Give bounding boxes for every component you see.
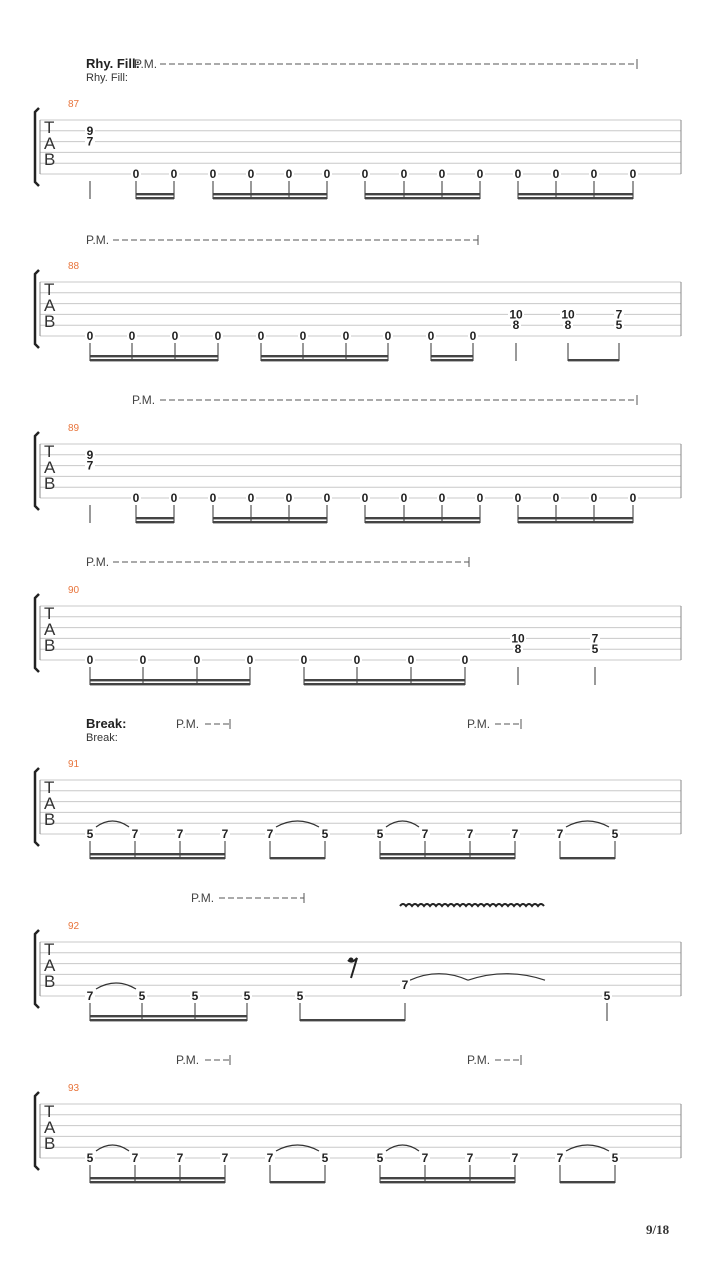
system-bracket — [35, 930, 39, 1008]
fret-number: 0 — [170, 491, 178, 505]
fret-number: 0 — [590, 491, 598, 505]
fret-number: 7 — [86, 458, 94, 473]
fret-number: 0 — [132, 491, 140, 505]
fret-number: 7 — [511, 827, 519, 841]
fret-number: 7 — [266, 1151, 274, 1165]
fret-number: 5 — [603, 989, 611, 1003]
fret-number: 0 — [552, 491, 560, 505]
slur — [566, 1145, 609, 1151]
slur — [276, 821, 319, 827]
fret-number: 0 — [209, 167, 217, 181]
fret-number: 5 — [243, 989, 251, 1003]
beam — [90, 1015, 247, 1017]
fret-number: 0 — [461, 653, 469, 667]
beam — [304, 679, 465, 681]
beam — [213, 517, 327, 519]
fret-number: 0 — [469, 329, 477, 343]
beam — [136, 521, 174, 523]
fret-number: 7 — [221, 827, 229, 841]
fret-number: 5 — [591, 642, 599, 657]
tab-clef-letter: B — [44, 1134, 56, 1153]
bar-number: 91 — [68, 759, 80, 770]
palm-mute-label: P.M. — [176, 717, 200, 731]
fret-number: 0 — [476, 167, 484, 181]
fret-number: 8 — [514, 642, 522, 657]
fret-number: 7 — [421, 827, 429, 841]
beam — [431, 355, 473, 357]
fret-number: 0 — [476, 491, 484, 505]
tab-clef-letter: T — [44, 280, 55, 299]
beam — [90, 1177, 225, 1179]
fret-number: 0 — [247, 491, 255, 505]
fret-number: 5 — [296, 989, 304, 1003]
beam — [365, 193, 480, 195]
palm-mute-label: P.M. — [132, 393, 156, 407]
tab-clef-letter: B — [44, 972, 56, 991]
fret-number: 7 — [556, 827, 564, 841]
fret-number: 5 — [615, 318, 623, 333]
tab-clef-letter: T — [44, 940, 55, 959]
fret-number: 0 — [342, 329, 350, 343]
fret-number: 0 — [438, 491, 446, 505]
beam — [136, 517, 174, 519]
beam — [213, 193, 327, 195]
fret-number: 7 — [615, 307, 623, 322]
fret-number: 7 — [266, 827, 274, 841]
section-subtitle: Rhy. Fill: — [86, 72, 128, 84]
tab-clef-letter: A — [44, 134, 56, 153]
tab-clef-letter: A — [44, 620, 56, 639]
slur — [96, 983, 136, 989]
fret-number: 0 — [323, 491, 331, 505]
palm-mute-label: P.M. — [134, 57, 158, 71]
beam — [90, 355, 218, 357]
system-bracket — [35, 108, 39, 186]
tab-clef-letter: T — [44, 442, 55, 461]
fret-number: 7 — [86, 134, 94, 149]
bar-number: 93 — [68, 1083, 80, 1094]
fret-number: 0 — [247, 167, 255, 181]
tab-clef-letter: A — [44, 458, 56, 477]
slur — [566, 821, 609, 827]
beam — [304, 683, 465, 685]
fret-number: 7 — [131, 827, 139, 841]
beam — [90, 683, 250, 685]
beam — [518, 197, 633, 199]
palm-mute-label: P.M. — [86, 233, 110, 247]
fret-number: 0 — [514, 491, 522, 505]
fret-number: 0 — [128, 329, 136, 343]
bar-number: 88 — [68, 261, 80, 272]
fret-number: 0 — [285, 167, 293, 181]
slur — [96, 1145, 129, 1151]
tab-clef-letter: T — [44, 1102, 55, 1121]
fret-number: 5 — [138, 989, 146, 1003]
fret-number: 5 — [611, 827, 619, 841]
slur — [386, 1145, 419, 1151]
fret-number: 0 — [361, 167, 369, 181]
section-title: Rhy. Fill: — [86, 56, 140, 71]
bar-number: 87 — [68, 99, 80, 110]
fret-number: 7 — [401, 978, 409, 993]
section-subtitle: Break: — [86, 732, 118, 744]
fret-number: 0 — [590, 167, 598, 181]
beam — [365, 517, 480, 519]
beam — [90, 857, 225, 859]
beam — [380, 857, 515, 859]
fret-number: 7 — [131, 1151, 139, 1165]
beam — [261, 359, 388, 361]
tab-clef-letter: T — [44, 778, 55, 797]
fret-number: 5 — [86, 827, 94, 841]
fret-number: 7 — [466, 827, 474, 841]
fret-number: 5 — [376, 1151, 384, 1165]
system-bracket — [35, 270, 39, 348]
beam — [300, 1019, 405, 1021]
fret-number: 7 — [176, 827, 184, 841]
beam — [90, 359, 218, 361]
bar-number: 92 — [68, 921, 80, 932]
beam — [90, 853, 225, 855]
fret-number: 0 — [552, 167, 560, 181]
section-title: Break: — [86, 716, 127, 731]
fret-number: 7 — [86, 989, 94, 1003]
fret-number: 0 — [193, 653, 201, 667]
fret-number: 0 — [86, 653, 94, 667]
fret-number: 0 — [384, 329, 392, 343]
fret-number: 5 — [321, 1151, 329, 1165]
beam — [380, 853, 515, 855]
beam — [365, 521, 480, 523]
fret-number: 0 — [257, 329, 265, 343]
beam — [261, 355, 388, 357]
bar-number: 90 — [68, 585, 80, 596]
beam — [90, 679, 250, 681]
beam — [518, 517, 633, 519]
fret-number: 5 — [191, 989, 199, 1003]
fret-number: 5 — [86, 1151, 94, 1165]
tab-clef-letter: B — [44, 810, 56, 829]
fret-number: 0 — [407, 653, 415, 667]
fret-number: 0 — [400, 167, 408, 181]
slur — [386, 821, 419, 827]
page-number: 9/18 — [646, 1222, 670, 1237]
fret-number: 0 — [353, 653, 361, 667]
tab-clef-letter: B — [44, 312, 56, 331]
fret-number: 0 — [427, 329, 435, 343]
fret-number: 7 — [221, 1151, 229, 1165]
beam — [90, 1019, 247, 1021]
fret-number: 8 — [564, 318, 572, 333]
fret-number: 0 — [629, 167, 637, 181]
beam — [136, 197, 174, 199]
beam — [560, 1181, 615, 1183]
fret-number: 7 — [421, 1151, 429, 1165]
beam — [518, 193, 633, 195]
system-bracket — [35, 1092, 39, 1170]
vibrato-mark — [400, 904, 544, 906]
fret-number: 0 — [170, 167, 178, 181]
fret-number: 0 — [299, 329, 307, 343]
slur — [96, 821, 129, 827]
beam — [560, 857, 615, 859]
beam — [213, 521, 327, 523]
beam — [380, 1177, 515, 1179]
fret-number: 0 — [361, 491, 369, 505]
fret-number: 0 — [300, 653, 308, 667]
rest-dot — [349, 958, 354, 963]
fret-number: 10 — [511, 631, 525, 646]
beam — [90, 1181, 225, 1183]
tab-system — [35, 893, 681, 1021]
fret-number: 7 — [511, 1151, 519, 1165]
fret-number: 0 — [514, 167, 522, 181]
palm-mute-label: P.M. — [86, 555, 110, 569]
fret-number: 0 — [400, 491, 408, 505]
slur — [276, 1145, 319, 1151]
fret-number: 0 — [438, 167, 446, 181]
tab-clef-letter: A — [44, 296, 56, 315]
bar-number: 89 — [68, 423, 80, 434]
fret-number: 9 — [86, 123, 94, 138]
fret-number: 0 — [285, 491, 293, 505]
fret-number: 0 — [209, 491, 217, 505]
fret-number: 10 — [509, 307, 523, 322]
fret-number: 8 — [512, 318, 520, 333]
tab-clef-letter: T — [44, 118, 55, 137]
fret-number: 0 — [86, 329, 94, 343]
fret-number: 7 — [591, 631, 599, 646]
beam — [518, 521, 633, 523]
beam — [213, 197, 327, 199]
fret-number: 0 — [132, 167, 140, 181]
fret-number: 9 — [86, 447, 94, 462]
fret-number: 0 — [214, 329, 222, 343]
fret-number: 7 — [176, 1151, 184, 1165]
fret-number: 0 — [323, 167, 331, 181]
system-bracket — [35, 594, 39, 672]
fret-number: 0 — [246, 653, 254, 667]
palm-mute-label: P.M. — [176, 1053, 200, 1067]
fret-number: 5 — [611, 1151, 619, 1165]
palm-mute-label: P.M. — [467, 717, 491, 731]
tab-clef-letter: B — [44, 150, 56, 169]
beam — [380, 1181, 515, 1183]
beam — [270, 857, 325, 859]
fret-number: 0 — [171, 329, 179, 343]
fret-number: 0 — [139, 653, 147, 667]
tab-clef-letter: A — [44, 956, 56, 975]
fret-number: 5 — [376, 827, 384, 841]
system-bracket — [35, 432, 39, 510]
palm-mute-label: P.M. — [191, 891, 215, 905]
beam — [270, 1181, 325, 1183]
system-bracket — [35, 768, 39, 846]
beam — [136, 193, 174, 195]
tab-clef-letter: A — [44, 1118, 56, 1137]
fret-number: 7 — [556, 1151, 564, 1165]
tab-clef-letter: A — [44, 794, 56, 813]
tab-clef-letter: T — [44, 604, 55, 623]
fret-number: 0 — [629, 491, 637, 505]
beam — [431, 359, 473, 361]
tab-clef-letter: B — [44, 474, 56, 493]
tab-clef-letter: B — [44, 636, 56, 655]
palm-mute-label: P.M. — [467, 1053, 491, 1067]
fret-number: 10 — [561, 307, 575, 322]
fret-number: 5 — [321, 827, 329, 841]
beam — [568, 359, 619, 361]
beam — [365, 197, 480, 199]
fret-number: 7 — [466, 1151, 474, 1165]
